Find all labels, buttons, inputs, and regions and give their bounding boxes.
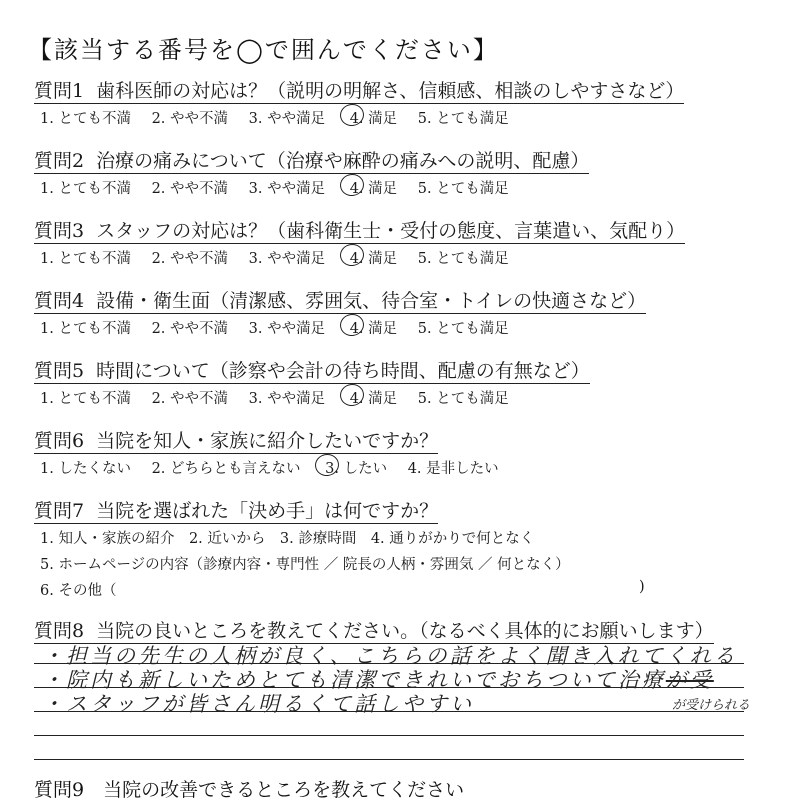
- option-5[interactable]: 5. とても満足: [417, 111, 509, 127]
- option-1[interactable]: 1. とても不満: [40, 321, 131, 337]
- options-row: [34, 247, 685, 268]
- question-text: 歯科医師の対応は？（説明の明解さ、信頼感、相談のしやすさなど）: [96, 80, 685, 102]
- option-2[interactable]: 2. どちらとも言えない: [151, 461, 301, 477]
- option-2[interactable]: 2. やや不満: [151, 181, 229, 197]
- question-text: スタッフの対応は？（歯科衛生士・受付の態度、言葉遣い、気配り）: [96, 220, 686, 242]
- question-9-partial: 質問9 当院の改善できるところを教えてください: [34, 779, 465, 801]
- q7-options: [34, 527, 645, 600]
- question-2: [34, 150, 589, 198]
- option-1[interactable]: 1. したくない: [40, 461, 131, 477]
- handwritten-answer-3: ・スタッフが皆さん明るくて話しやすい: [34, 688, 744, 712]
- option-5[interactable]: 5. とても満足: [417, 181, 509, 197]
- instruction-header: 【該当する番号を◯で囲んでください】: [28, 36, 499, 64]
- options-row: [34, 317, 646, 338]
- question-number: 質問4: [34, 290, 85, 312]
- options-row: [34, 387, 590, 408]
- option-1[interactable]: 1. とても不満: [40, 251, 131, 267]
- question-text: 時間について（診察や会計の待ち時間、配慮の有無など）: [96, 360, 590, 382]
- option-5[interactable]: 5. とても満足: [417, 251, 509, 267]
- question-text: 設備・衛生面（清潔感、雰囲気、待合室・トイレの快適さなど）: [96, 290, 647, 312]
- question-1-title: [34, 80, 684, 104]
- question-number: 質問7: [34, 500, 85, 522]
- option-5[interactable]: 5. とても満足: [417, 321, 509, 337]
- blank-answer-line: [34, 736, 744, 760]
- option-3[interactable]: 3. やや満足: [248, 111, 326, 127]
- option-4[interactable]: 4. 是非したい: [407, 461, 499, 477]
- question-number: 質問6: [34, 430, 85, 452]
- option-2[interactable]: 2. やや不満: [151, 321, 229, 337]
- question-number: 質問5: [34, 360, 85, 382]
- question-5-title: [34, 360, 590, 384]
- q7-options-line-1[interactable]: 1. 知人・家族の紹介 2. 近いから 3. 診療時間 4. 通りがかりで何となく: [40, 531, 535, 547]
- handwritten-answer-2: ・院内も新しいためとても清潔できれいでおちついて治療が受: [34, 664, 744, 688]
- option-2[interactable]: 2. やや不満: [151, 111, 229, 127]
- blank-answer-line: [34, 712, 744, 736]
- option-1[interactable]: 1. とても不満: [40, 391, 131, 407]
- q8-answer-area: [34, 640, 744, 760]
- question-number: 質問2: [34, 150, 85, 172]
- question-2-title: [34, 150, 589, 174]
- q7-options-line-2[interactable]: 5. ホームページの内容（診療内容・専門性 ／ 院長の人柄・雰囲気 ／ 何となく）: [40, 557, 570, 573]
- question-number: 質問8: [34, 620, 85, 642]
- option-4-selected[interactable]: 4. 満足: [349, 391, 398, 407]
- question-text: 当院を選ばれた「決め手」は何ですか？: [96, 500, 439, 522]
- option-4-selected[interactable]: 4. 満足: [349, 321, 398, 337]
- question-number: 質問1: [34, 80, 85, 102]
- question-text: 治療の痛みについて（治療や麻酔の痛みへの説明、配慮）: [96, 150, 590, 172]
- option-4-selected[interactable]: 4. 満足: [349, 181, 398, 197]
- option-4-selected[interactable]: 4. 満足: [349, 251, 398, 267]
- question-3-title: [34, 220, 685, 244]
- option-1[interactable]: 1. とても不満: [40, 111, 131, 127]
- option-3[interactable]: 3. やや満足: [248, 181, 326, 197]
- handwritten-answer-1: ・担当の先生の人柄が良く、こちらの話をよく聞き入れてくれる: [34, 640, 744, 664]
- option-3[interactable]: 3. やや満足: [248, 321, 326, 337]
- question-number: 質問3: [34, 220, 85, 242]
- question-4-title: [34, 290, 646, 314]
- question-4: [34, 290, 646, 338]
- question-1: [34, 80, 684, 128]
- option-1[interactable]: 1. とても不満: [40, 181, 131, 197]
- question-text: 当院の良いところを教えてください。（なるべく具体的にお願いします）: [96, 620, 714, 642]
- option-4-selected[interactable]: 4. 満足: [349, 111, 398, 127]
- option-5[interactable]: 5. とても満足: [417, 391, 509, 407]
- margin-note: が受けられる: [672, 698, 751, 713]
- question-5: [34, 360, 590, 408]
- options-row: [34, 457, 515, 478]
- question-6-title: [34, 430, 438, 454]
- options-row: [34, 107, 684, 128]
- option-3[interactable]: 3. やや満足: [248, 251, 326, 267]
- option-3[interactable]: 3. やや満足: [248, 391, 326, 407]
- question-7-title: [34, 500, 438, 524]
- question-6: [34, 430, 515, 478]
- question-7: [34, 500, 645, 605]
- q7-options-line-3[interactable]: 6. その他（ ): [40, 579, 645, 599]
- options-row: [34, 177, 589, 198]
- question-3: [34, 220, 685, 268]
- struck-text: が受: [665, 668, 714, 692]
- option-2[interactable]: 2. やや不満: [151, 251, 229, 267]
- question-text: 当院を知人・家族に紹介したいですか？: [96, 430, 439, 452]
- option-3-selected[interactable]: 3. したい: [325, 461, 388, 477]
- option-2[interactable]: 2. やや不満: [151, 391, 229, 407]
